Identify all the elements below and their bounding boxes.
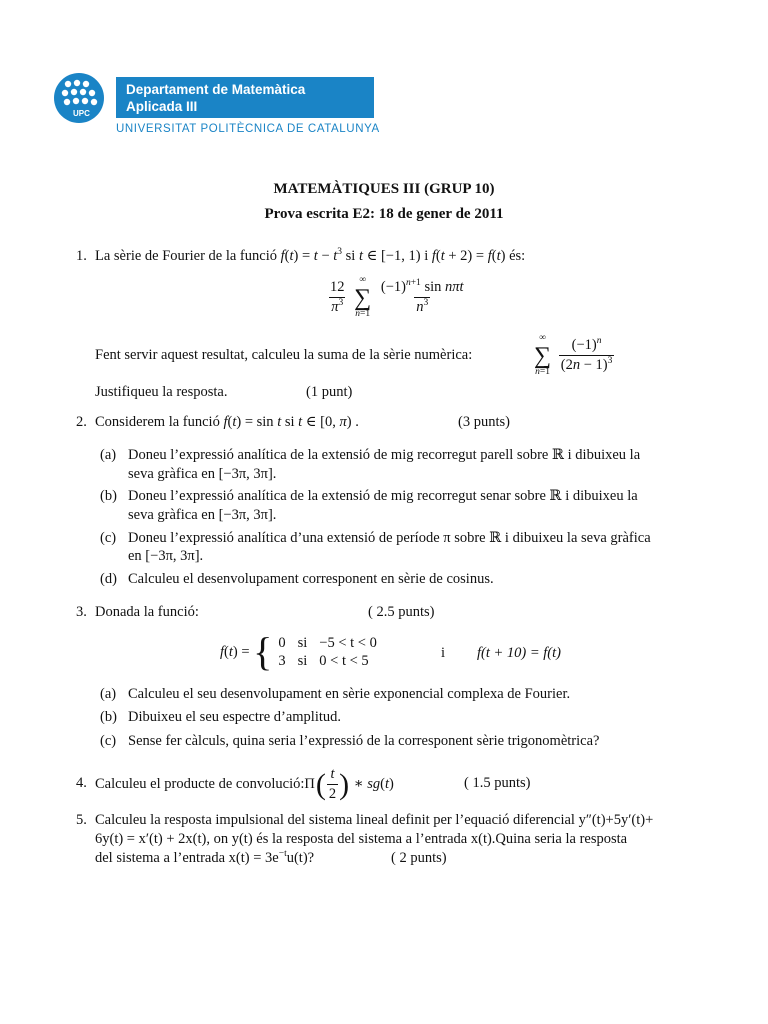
case1-condition: −5 < t < 0 bbox=[319, 635, 377, 651]
case2-value: 3 bbox=[278, 653, 286, 669]
q1-question: Fent servir aquest resultat, calculeu la suma de la sèrie numèrica: bbox=[95, 347, 473, 363]
case2-si: si bbox=[297, 653, 308, 669]
q1-fourier-series: $\frac{12}{\pi^3}$ ∞ ∑ n=1 $\frac{(-1)^{n+1} \sin n\pi t}{n^3}$ bbox=[330, 275, 464, 319]
university-name: UNIVERSITAT POLITÈCNICA DE CATALUNYA bbox=[116, 123, 380, 135]
q2c-label: (c) bbox=[100, 530, 117, 546]
q1-numeric-series: ∞ ∑ n=1 $\frac{(-1)^n}{(2n - 1)^3}$ bbox=[534, 333, 613, 377]
q3-periodicity: f(t + 10) = f(t) bbox=[477, 645, 561, 661]
case1-value: 0 bbox=[278, 635, 286, 651]
q1-number: 1. bbox=[76, 248, 87, 264]
q3-intro: Donada la funció: bbox=[95, 604, 199, 620]
q2a-label: (a) bbox=[100, 447, 117, 463]
case1-si: si bbox=[297, 635, 308, 651]
q3-number: 3. bbox=[76, 604, 87, 620]
q2b-label: (b) bbox=[100, 488, 117, 504]
department-line1: Departament de Matemàtica bbox=[126, 82, 306, 97]
page-subtitle: Prova escrita E2: 18 de gener de 2011 bbox=[264, 206, 504, 222]
q2d-label: (d) bbox=[100, 571, 117, 587]
q3-piecewise-function: f(t) = { 0 si −5 < t < 0 3 si 0 < t < 5 bbox=[220, 632, 383, 672]
q5-text-1: Calculeu la resposta impulsional del sistema lineal definit per l’equació diferencial y″(t)+5y′(t)+ bbox=[95, 812, 654, 828]
q3a-label: (a) bbox=[100, 686, 117, 702]
upc-logo bbox=[54, 73, 104, 123]
q3b-label: (b) bbox=[100, 709, 117, 725]
q1-justify: Justifiqueu la resposta. bbox=[95, 384, 228, 400]
q3a-text: Calculeu el seu desenvolupament en sèrie exponencial complexa de Fourier. bbox=[128, 686, 571, 702]
q5-points: ( 2 punts) bbox=[391, 850, 447, 866]
q2a-text-1: Doneu l’expressió analítica de la extensió de mig recorregut parell sobre ℝ i dibuixeu la bbox=[128, 447, 641, 463]
q2b-text-1: Doneu l’expressió analítica de la extensió de mig recorregut senar sobre ℝ i dibuixeu la bbox=[128, 488, 638, 504]
q4-points: ( 1.5 punts) bbox=[464, 775, 531, 791]
q2-statement: Considerem la funció f(t) = sin t si t ∈ [0, π) . bbox=[95, 414, 359, 430]
q4-statement: Calculeu el producte de convolució: Π ( $\frac{t}{2}$ ) ∗ sg(t) bbox=[95, 766, 394, 802]
q2c-text-1: Doneu l’expressió analítica d’una extensió de període π sobre ℝ i dibuixeu la seva gràfica bbox=[128, 530, 651, 546]
page-title: MATEMÀTIQUES III (GRUP 10) bbox=[273, 181, 495, 197]
q3b-text: Dibuixeu el seu espectre d’amplitud. bbox=[128, 709, 342, 725]
q2-points: (3 punts) bbox=[458, 414, 510, 430]
q4-number: 4. bbox=[76, 775, 87, 791]
q2a-text-2: seva gràfica en [−3π, 3π]. bbox=[128, 466, 277, 482]
q2b-text-2: seva gràfica en [−3π, 3π]. bbox=[128, 507, 277, 523]
q5-number: 5. bbox=[76, 812, 87, 828]
q3-points: ( 2.5 punts) bbox=[368, 604, 435, 620]
q3c-label: (c) bbox=[100, 733, 117, 749]
q5-text-3: del sistema a l’entrada $x(t) = 3e^{-t}u(t)$? bbox=[95, 849, 315, 866]
q2d-text: Calculeu el desenvolupament corresponent en sèrie de cosinus. bbox=[128, 571, 494, 587]
q2c-text-2: en [−3π, 3π]. bbox=[128, 548, 204, 564]
department-line2: Aplicada III bbox=[126, 99, 198, 114]
q5-text-2: 6y(t) = x′(t) + 2x(t), on y(t) és la resposta del sistema a l’entrada x(t).Quina seria la resposta bbox=[95, 831, 628, 847]
q3-and: i bbox=[441, 645, 446, 661]
q2-number: 2. bbox=[76, 414, 87, 430]
q1-statement: La sèrie de Fourier de la funció $f(t) = t - t^3$ si t ∈ [−1, 1) i f(t + 2) = f(t) és: bbox=[95, 247, 526, 264]
case2-condition: 0 < t < 5 bbox=[319, 653, 369, 669]
q1-points: (1 punt) bbox=[306, 384, 353, 400]
logo-text: UPC bbox=[73, 109, 90, 118]
department-banner bbox=[116, 77, 374, 118]
q3c-text: Sense fer càlculs, quina seria l’expressió de la corresponent sèrie trigonomètrica? bbox=[128, 733, 600, 749]
